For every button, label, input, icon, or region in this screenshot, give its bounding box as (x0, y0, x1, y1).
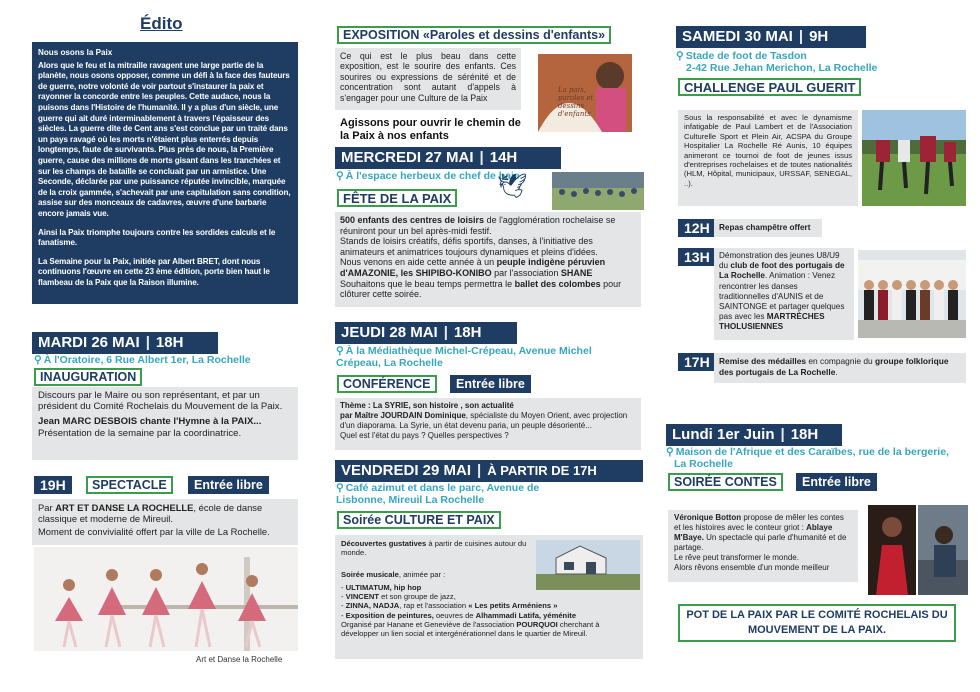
lundi-place-1: ⚲ Maison de l'Afrique et des Caraïbes, rue de la bergerie, (666, 446, 966, 458)
mardi-place: ⚲ À l'Oratoire, 6 Rue Albert 1er, La Rochelle (34, 354, 294, 366)
demo-box: Démonstration des jeunes U8/U9 du club de foot des portugais de La Rochelle. Animation : Venez rencontrer les danses traditionnelles d'AUNIS et de SAINTONGE et partager quelques pas avec les MARTRÈCHES THOLUSIENNES (714, 248, 854, 340)
edito-heading: Nous osons la Paix (38, 48, 113, 57)
inauguration-text-3: Présentation de la semaine par la coordinatrice. (38, 427, 242, 439)
culture-list (341, 583, 637, 639)
contes-text-1: Véronique Botton propose de mêler les contes et les histoires avec le conteur griot : Ablaye M'Baye. Un spectacle qui parle d'humanité et de partage. (674, 513, 847, 552)
time-13h: 13H (678, 248, 716, 266)
samedi-day: SAMEDI 30 MAI (682, 28, 793, 45)
conteuse-photo (868, 505, 916, 595)
contes-text-2: Le rêve peut transformer le monde. (674, 553, 799, 562)
mercredi-place: ⚲ À l'espace herbeux de chef de baie. (336, 170, 536, 182)
cafe-azimut-photo (536, 540, 640, 590)
folklore-photo (858, 250, 966, 338)
soiree-contes-tag: SOIRÉE CONTES (668, 473, 783, 491)
vendredi-header: VENDREDI 29 MAI | À PARTIR DE 17H (335, 460, 643, 482)
jeudi-header: JEUDI 28 MAI | 18H (335, 322, 517, 344)
samedi-header: SAMEDI 30 MAI | 9H (676, 26, 866, 48)
inauguration-box (32, 387, 298, 460)
lundi-place-2: La Rochelle (674, 458, 733, 470)
contes-box (668, 510, 858, 582)
samedi-place-1: ⚲ Stade de foot de Tasdon (676, 50, 916, 62)
medailles-box: Remise des médailles en compagnie du groupe folklorique des portugais de La Rochelle. (714, 353, 966, 383)
dance-photo (34, 547, 298, 651)
vendredi-place: ⚲ Café azimut et dans le parc, Avenue de Lisbonne, Mireuil La Rochelle (336, 482, 576, 506)
spectacle-box (32, 499, 298, 545)
vendredi-day: VENDREDI 29 MAI (341, 462, 472, 479)
football-photo (862, 110, 966, 206)
fete-photo (552, 172, 644, 210)
mardi-day: MARDI 26 MAI (38, 334, 140, 351)
exposition-photo-text: La paix, paroles et dessins d'enfants (558, 86, 594, 118)
samedi-time: 9H (809, 28, 829, 45)
pot-de-la-paix: POT DE LA PAIX PAR LE COMITÉ ROCHELAIS DU MOUVEMENT DE LA PAIX. (678, 604, 956, 642)
exposition-box: Ce qui est le plus beau dans cette exposition, est le sourire des enfants. Ces sourires ou expressions de sérénité et de concentration sont autant d'appels à s'engager pour une Culture de la Paix (335, 48, 521, 110)
challenge-tag: CHALLENGE PAUL GUERIT (678, 78, 861, 96)
time-17h: 17H (678, 353, 716, 371)
agissons-text: Agissons pour ouvrir le chemin de la Paix à nos enfants (340, 117, 521, 142)
repas-text: Repas champêtre offert (714, 219, 822, 237)
culture-list-item-2: - VINCENT et son groupe de jazz, (341, 592, 456, 602)
fete-text-1: 500 enfants des centres de loisirs de l'agglomération rochelaise se réuniront pour un bel après-midi festif. (340, 215, 616, 236)
fete-box (335, 212, 641, 307)
inauguration-text-1: Discours par le Maire ou son représentant, et par un président du Comité Rochelais du Mouvement de la Paix. (38, 390, 283, 413)
fete-text-2: Stands de loisirs créatifs, défis sportifs, danses, à l'initiative des animateurs et animatrices toujours dynamiques et pleins d'idées. (340, 236, 598, 257)
lundi-time: 18H (790, 426, 819, 443)
spectacle-tag: SPECTACLE (86, 476, 173, 494)
edito-box (32, 42, 298, 304)
jeudi-time: 18H (453, 324, 482, 341)
conference-question: Quel est l'état du pays ? Quelles perspectives ? (340, 431, 509, 440)
exposition-tag: EXPOSITION «Paroles et dessins d'enfants» (337, 26, 611, 44)
lundi-day: Lundi 1er Juin (672, 426, 775, 443)
conference-entree-libre: Entrée libre (450, 375, 531, 393)
inauguration-text-2: Jean MARC DESBOIS chante l'Hymne à la PAIX... (38, 416, 262, 428)
jeudi-place: ⚲ À la Médiathèque Michel-Crépeau, Avenue Michel Crépeau, La Rochelle (336, 345, 626, 369)
culture-musicale: Soirée musicale, animée par : (341, 569, 446, 579)
fete-text-4: Souhaitons que le beau temps permettra le ballet des colombes pour clôturer cette soirée. (340, 278, 622, 300)
edito-paragraph-1: Alors que le feu et la mitraille ravagent une large partie de la planète, nous osons opposer, comme un défi à la face des fauteurs de guerre, notre volonté de voir partout s'instaurer la paix et rayonner la concorde entre les peuples. Cette audace, nous la puisons dans l'Histoire de l'humanité. Il y a plus d'un siècle, une guerre qui ait duré interminablement à travers l'épaisseur des siècles. La guerre dite de Cent ans s'est conclue par un traité dans un pays ravagé où les morts n'étaient plus enterrés depuis longtemps, faute de survivants. Plus près de nous, la Première guerre, cause des millions de morts gisant dans les tranchées et sur les champs de bataille se concluait par un armistice. Une Seconde, déclarée par une puissance réputée invincible, marquée de la croix gammée, s'achevait par une capitulation sans condition, assise sur des monceaux de cadavres, œuvre d'une barbarie encore jamais vue. (38, 60, 291, 218)
entree-libre-badge: Entrée libre (188, 476, 269, 494)
mardi-header: MARDI 26 MAI | 18H (32, 332, 218, 354)
edito-paragraph-3: La Semaine pour la Paix, initiée par Albert BRET, dont nous continuons l'œuvre en cette 23 ème édition, porte bien haut le flambeau de la Paix que la Raison illumine. (38, 256, 270, 287)
edito-paragraph-2: Ainsi la Paix triomphe toujours contre les sordides calculs et le fanatisme. (38, 227, 276, 248)
culture-organise: Organisé par Hanane et Geneviève de l'association POURQUOI cherchant à développer un lien social et intergénérationnel dans le quartier de Mireuil. (341, 620, 600, 639)
spectacle-text-1: Par ART ET DANSE LA ROCHELLE, école de danse classique et moderne de Mireuil. (38, 502, 263, 524)
time-12h: 12H (678, 219, 716, 237)
conference-text: par Maître JOURDAIN Dominique, spécialiste du Moyen Orient, avec projection d'un diaporama. La Syrie, un état devenu paria, un peuple désorienté... (340, 411, 628, 430)
culture-list-item-1: - ULTIMATUM, hip hop (341, 582, 422, 592)
fete-de-la-paix-tag: FÊTE DE LA PAIX (337, 189, 457, 207)
dance-photo-caption: Art et Danse la Rochelle (196, 655, 283, 664)
samedi-place-2: 2-42 Rue Jehan Merichon, La Rochelle (686, 62, 878, 74)
exposition-photo (538, 54, 632, 132)
culture-et-paix-tag: Soirée CULTURE ET PAIX (337, 511, 501, 529)
spectacle-text-2: Moment de convivialité offert par la ville de La Rochelle. (38, 526, 270, 537)
challenge-box: Sous la responsabilité et avec le dynamisme infatigable de Paul Lambert et de l'Association Culturelle Sport et Plein Air, ACSPA du Groupe Hospitalier La Rochelle Ré Aunis, 10 équipes animeront ce tournoi de foot de jeunes issus d'entreprises rochelaises et de toutes nationalités (HLM, Hôpital, municipaux, URSSAF, SENEGAL, ..). (678, 110, 858, 206)
culture-list-item-3: - ZINNA, NADJA, rap et l'association « Les petits Arméniens » (341, 601, 558, 611)
lundi-header: Lundi 1er Juin | 18H (666, 424, 842, 446)
contes-entree-libre: Entrée libre (796, 473, 877, 491)
dove-icon: 🕊 (497, 173, 528, 200)
culture-gustatives: Découvertes gustatives à partir de cuisines autour du monde. (341, 539, 527, 558)
vendredi-time: À PARTIR DE 17H (487, 463, 597, 478)
conference-theme: Thème : La SYRIE, son histoire , son actualité (340, 401, 514, 410)
contes-text-3: Alors rêvons ensemble d'un monde meilleur (674, 563, 830, 572)
mercredi-day: MERCREDI 27 MAI (341, 149, 474, 166)
conteur-photo (918, 505, 968, 595)
inauguration-tag: INAUGURATION (34, 368, 142, 386)
edito-title: Édito (140, 14, 183, 33)
fete-text-3: Nous venons en aide cette année à un peuple indigène péruvien d'AMAZONIE, les SHIPIBO-KONIBO par l'association SHANE (340, 257, 606, 278)
mercredi-header: MERCREDI 27 MAI | 14H (335, 147, 561, 169)
spectacle-time: 19H (34, 476, 72, 494)
conference-tag: CONFÉRENCE (337, 375, 437, 393)
mercredi-time: 14H (489, 149, 518, 166)
mardi-time: 18H (155, 334, 184, 351)
conference-box (335, 398, 641, 450)
culture-list-item-4: - Exposition de peintures, oeuvres de Alhammadi Latifa, yéménite (341, 610, 577, 620)
jeudi-day: JEUDI 28 MAI (341, 324, 438, 341)
